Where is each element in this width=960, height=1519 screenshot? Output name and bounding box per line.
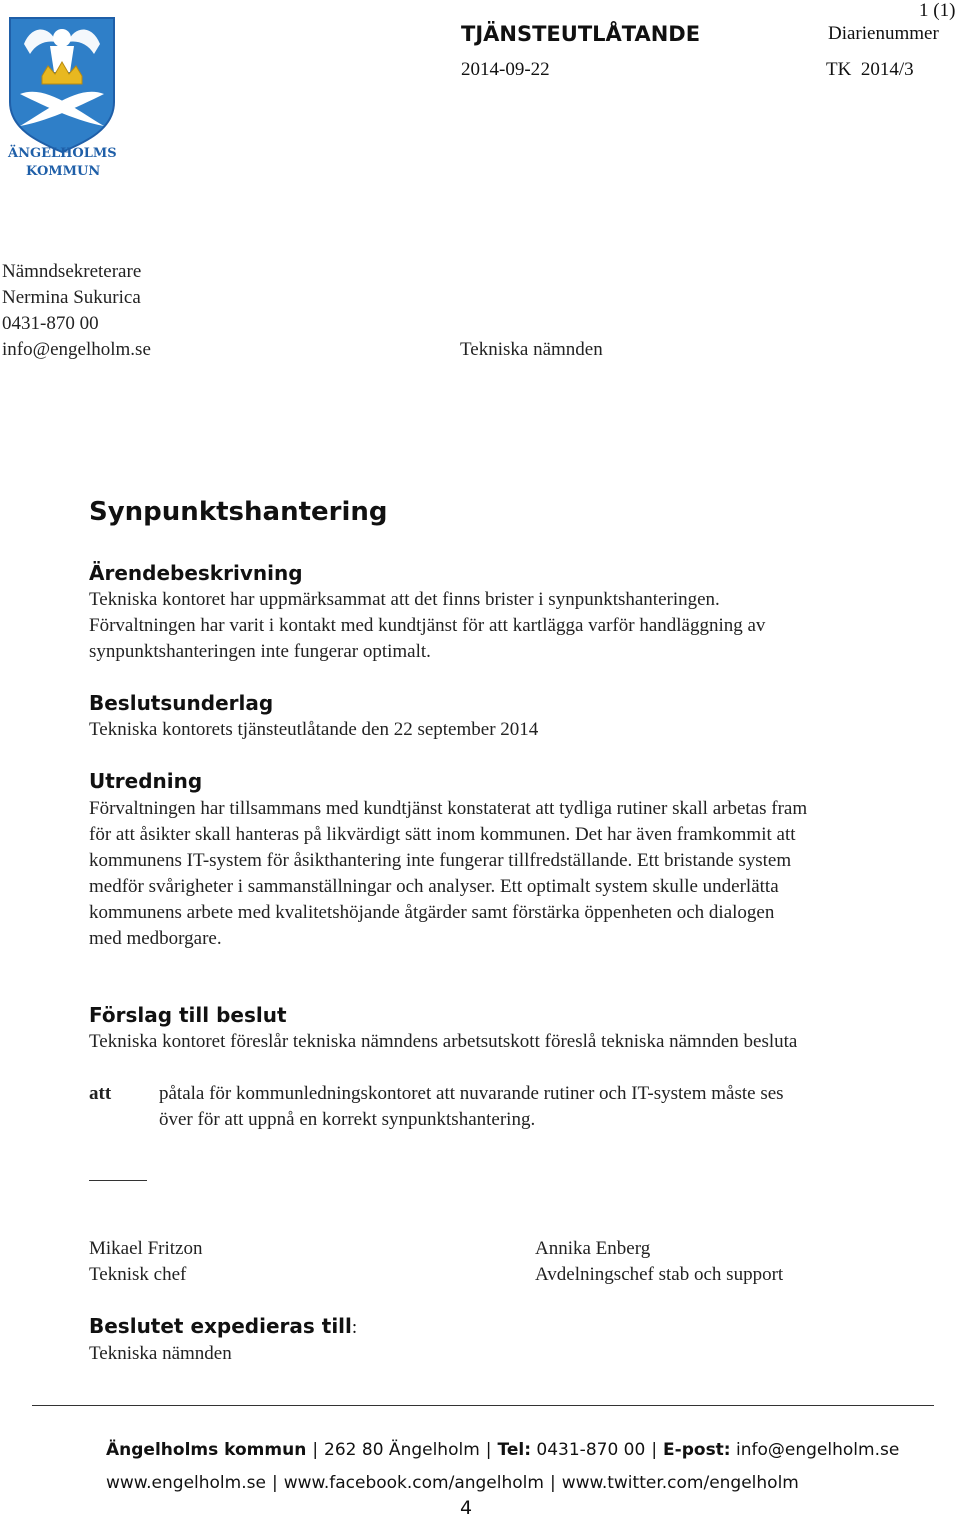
recipient: Tekniska nämnden: [460, 339, 603, 360]
sender-email: info@engelholm.se: [2, 339, 151, 360]
sender-title: Nämndsekreterare: [2, 261, 142, 282]
signatory-name: Annika Enberg: [535, 1238, 651, 1259]
coat-of-arms-icon: [6, 14, 118, 154]
att-label: att: [89, 1083, 112, 1104]
footer-email-link[interactable]: info@engelholm.se: [736, 1440, 900, 1460]
paragraph-line: kommunens arbete med kvalitetshöjande åtgärder samt förstärka öppenheten och dialogen: [89, 902, 775, 923]
footer-email-label: E-post:: [663, 1440, 731, 1460]
paragraph-line: Tekniska kontorets tjänsteutlåtande den 22 september 2014: [89, 719, 539, 740]
footer-contact-line: Ängelholms kommun | 262 80 Ängelholm | Tel: 0431-870 00 | E-post: info@engelholm.se: [106, 1440, 900, 1460]
paragraph-line: Förvaltningen har varit i kontakt med kundtjänst för att kartlägga varför handläggning av: [89, 615, 766, 636]
page-number: 4: [460, 1497, 473, 1519]
heading-utredning: Utredning: [89, 769, 203, 793]
page-count: 1 (1): [919, 0, 956, 21]
footer-address: 262 80 Ängelholm: [324, 1440, 480, 1460]
footer-twitter-link[interactable]: www.twitter.com/engelholm: [561, 1473, 799, 1493]
footer-web-line: www.engelholm.se | www.facebook.com/angelholm | www.twitter.com/engelholm: [106, 1473, 799, 1493]
expedieras-recipient: Tekniska nämnden: [89, 1343, 232, 1364]
footer-org: Ängelholms kommun: [106, 1440, 307, 1460]
expedieras-heading-text: Beslutet expedieras till: [89, 1314, 352, 1338]
expedieras-heading: [89, 1314, 357, 1339]
page-title: Synpunktshantering: [89, 497, 388, 527]
paragraph-line: Förvaltningen har tillsammans med kundtjänst konstaterat att tydliga rutiner skall arbetas fram: [89, 798, 808, 819]
footer-tel-label: Tel:: [497, 1440, 532, 1460]
paragraph-line: kommunens IT-system för åsikthantering inte fungerar tillfredställande. Ett bristande system: [89, 850, 792, 871]
paragraph-line: för att åsikter skall hanteras på likvärdigt sätt inom kommunen. Det har även framkommit att: [89, 824, 796, 845]
paragraph-line: med medborgare.: [89, 928, 222, 949]
signatory-role: Avdelningschef stab och support: [535, 1264, 784, 1285]
diarienummer-label: Diarienummer: [828, 23, 939, 44]
document-date: 2014-09-22: [461, 59, 550, 80]
document-type: TJÄNSTEUTLÅTANDE: [461, 22, 701, 46]
heading-arendebeskrivning: Ärendebeskrivning: [89, 561, 303, 585]
sender-name: Nermina Sukurica: [2, 287, 141, 308]
att-clause-line: påtala för kommunledningskontoret att nuvarande rutiner och IT-system måste ses: [159, 1083, 784, 1104]
heading-forslag-till-beslut: Förslag till beslut: [89, 1003, 287, 1027]
municipality-logo: [6, 14, 118, 184]
paragraph-line: Tekniska kontoret har uppmärksammat att det finns brister i synpunktshanteringen.: [89, 589, 720, 610]
expedieras-colon: :: [351, 1317, 358, 1338]
footer-web-link[interactable]: www.engelholm.se: [106, 1473, 266, 1493]
signatory-role: Teknisk chef: [89, 1264, 187, 1285]
sender-phone: 0431-870 00: [2, 313, 99, 334]
signatory-name: Mikael Fritzon: [89, 1238, 203, 1259]
logo-text-line1: ÄNGELHOLMS: [8, 146, 117, 161]
paragraph-line: medför svårigheter i sammanställningar och analyser. Ett optimalt system skulle underlätta: [89, 876, 779, 897]
footer-divider: [32, 1405, 934, 1406]
att-clause-line: över för att uppnå en korrekt synpunktshantering.: [159, 1109, 536, 1130]
logo-text-line2: KOMMUN: [26, 164, 101, 179]
proposal-intro: Tekniska kontoret föreslår tekniska nämndens arbetsutskott föreslå tekniska nämnden besluta: [89, 1031, 798, 1052]
footer-facebook-link[interactable]: www.facebook.com/angelholm: [283, 1473, 544, 1493]
heading-beslutsunderlag: Beslutsunderlag: [89, 691, 274, 715]
divider-short: [89, 1180, 147, 1181]
paragraph-line: synpunktshanteringen inte fungerar optimalt.: [89, 641, 431, 662]
diarienummer-value: TK 2014/3: [826, 59, 914, 80]
footer-tel: 0431-870 00: [536, 1440, 646, 1460]
